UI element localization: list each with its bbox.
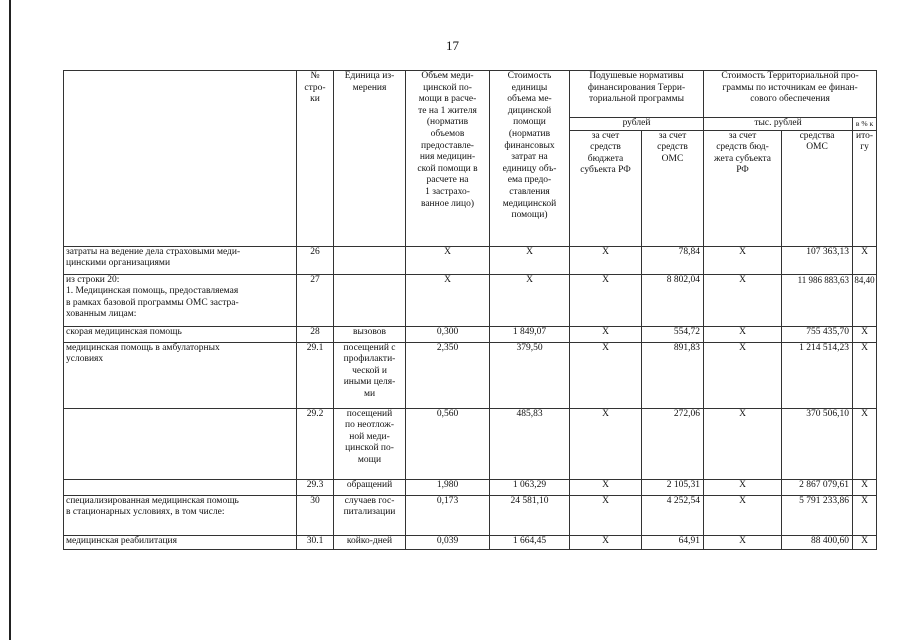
row-name: из строки 20: 1. Медицинская помощь, предоставляемая в рамках базовой программы ОМС застра- хованным лицам: (64, 274, 297, 326)
row-cost: 1 849,07 (490, 326, 570, 342)
row-percent: X (853, 246, 877, 274)
header-thousand-rubles: тыс. рублей (704, 118, 853, 131)
row-name: медицинская помощь в амбулаторных условиях (64, 342, 297, 408)
header-percent-total: ито- гу (853, 130, 877, 246)
row-budget-thousand: X (704, 342, 782, 408)
header-oms-rub: за счет средств ОМС (642, 130, 704, 246)
row-name (64, 408, 297, 479)
row-number: 29.1 (297, 342, 334, 408)
table-row (64, 326, 877, 342)
row-oms-rub: 2 105,31 (642, 479, 704, 495)
page-number: 17 (446, 38, 459, 53)
row-number: 28 (297, 326, 334, 342)
row-name: скорая медицинская помощь (64, 326, 297, 342)
row-unit: случаев гос- питализации (334, 495, 406, 535)
row-budget-thousand: X (704, 246, 782, 274)
header-rubles: рублей (570, 118, 704, 131)
row-number: 29.3 (297, 479, 334, 495)
row-budget-rub: X (570, 535, 642, 549)
row-oms-thousand: 370 506,10 (782, 408, 853, 479)
row-budget-thousand: X (704, 408, 782, 479)
header-per-capita: Подушевые нормативы финансирования Терри- ториальной программы (570, 71, 704, 118)
row-budget-rub: X (570, 246, 642, 274)
row-number: 29.2 (297, 408, 334, 479)
row-volume: X (406, 246, 490, 274)
row-cost: X (490, 246, 570, 274)
row-budget-rub: X (570, 495, 642, 535)
header-name-blank (64, 71, 297, 247)
row-percent: X (853, 479, 877, 495)
row-percent: X (853, 342, 877, 408)
row-unit (334, 246, 406, 274)
row-oms-thousand: 107 363,13 (782, 246, 853, 274)
row-budget-thousand: X (704, 274, 782, 326)
row-budget-rub: X (570, 274, 642, 326)
row-oms-rub: 272,06 (642, 408, 704, 479)
row-volume: 2,350 (406, 342, 490, 408)
header-row-number: № стро- ки (297, 71, 334, 247)
row-name: затраты на ведение дела страховыми меди- цинскими организациями (64, 246, 297, 274)
row-budget-rub: X (570, 408, 642, 479)
row-oms-rub: 8 802,04 (642, 274, 704, 326)
binding-line (9, 0, 11, 640)
header-total: Стоимость Территориальной про- граммы по источникам ее финан- сового обеспечения (704, 71, 877, 118)
table-row (64, 535, 877, 549)
row-oms-thousand: 5 791 233,86 (782, 495, 853, 535)
row-unit (334, 274, 406, 326)
row-name: специализированная медицинская помощь в стационарных условиях, в том числе: (64, 495, 297, 535)
row-number: 27 (297, 274, 334, 326)
row-number: 26 (297, 246, 334, 274)
row-volume: 0,173 (406, 495, 490, 535)
row-cost: X (490, 274, 570, 326)
table-row (64, 408, 877, 479)
row-volume: X (406, 274, 490, 326)
row-number: 30 (297, 495, 334, 535)
row-percent: X (853, 535, 877, 549)
row-budget-rub: X (570, 479, 642, 495)
row-oms-rub: 4 252,54 (642, 495, 704, 535)
row-unit: посещений по неотлож- ной меди- цинской по- мощи (334, 408, 406, 479)
header-volume: Объем меди- цинской по- мощи в расче- те на 1 жителя (норматив объемов предоставле- ния медицин- ской помощи в расчете на 1 застрахо- ванное лицо) (406, 71, 490, 247)
header-budget-thousand: за счет средств бюд- жета субъекта РФ (704, 130, 782, 246)
row-cost: 24 581,10 (490, 495, 570, 535)
header-percent: в % к (853, 118, 877, 131)
header-unit: Единица из- мерения (334, 71, 406, 247)
row-oms-rub: 78,84 (642, 246, 704, 274)
row-budget-thousand: X (704, 479, 782, 495)
row-cost: 1 063,29 (490, 479, 570, 495)
row-unit: посещений с профилакти- ческой и иными целя- ми (334, 342, 406, 408)
row-oms-thousand: 11 986 883,63 (782, 274, 853, 326)
row-unit: койко-дней (334, 535, 406, 549)
row-oms-rub: 64,91 (642, 535, 704, 549)
row-name: медицинская реабилитация (64, 535, 297, 549)
row-budget-thousand: X (704, 535, 782, 549)
row-oms-thousand: 755 435,70 (782, 326, 853, 342)
row-percent: X (853, 326, 877, 342)
row-cost: 1 664,45 (490, 535, 570, 549)
table-row (64, 342, 877, 408)
row-oms-thousand: 1 214 514,23 (782, 342, 853, 408)
row-volume: 0,039 (406, 535, 490, 549)
row-budget-thousand: X (704, 495, 782, 535)
row-volume: 0,560 (406, 408, 490, 479)
table-row (64, 246, 877, 274)
table-row (64, 479, 877, 495)
row-oms-thousand: 2 867 079,61 (782, 479, 853, 495)
table-row (64, 274, 877, 326)
row-percent: X (853, 495, 877, 535)
row-oms-rub: 891,83 (642, 342, 704, 408)
row-number: 30.1 (297, 535, 334, 549)
header-cost: Стоимость единицы объема ме- дицинской помощи (норматив финансовых затрат на единицу объ- ема предо- ставления медицинской помощи) (490, 71, 570, 247)
row-percent: X (853, 408, 877, 479)
row-cost: 485,83 (490, 408, 570, 479)
row-oms-thousand: 88 400,60 (782, 535, 853, 549)
table-row (64, 495, 877, 535)
row-budget-rub: X (570, 326, 642, 342)
row-name (64, 479, 297, 495)
row-budget-rub: X (570, 342, 642, 408)
row-unit: обращений (334, 479, 406, 495)
row-cost: 379,50 (490, 342, 570, 408)
row-oms-rub: 554,72 (642, 326, 704, 342)
header-oms-thousand: средства ОМС (782, 130, 853, 246)
row-volume: 1,980 (406, 479, 490, 495)
row-volume: 0,300 (406, 326, 490, 342)
row-percent: 84,40 (853, 274, 877, 326)
row-budget-thousand: X (704, 326, 782, 342)
header-budget-rub: за счет средств бюджета субъекта РФ (570, 130, 642, 246)
row-unit: вызовов (334, 326, 406, 342)
program-cost-table (63, 70, 877, 550)
